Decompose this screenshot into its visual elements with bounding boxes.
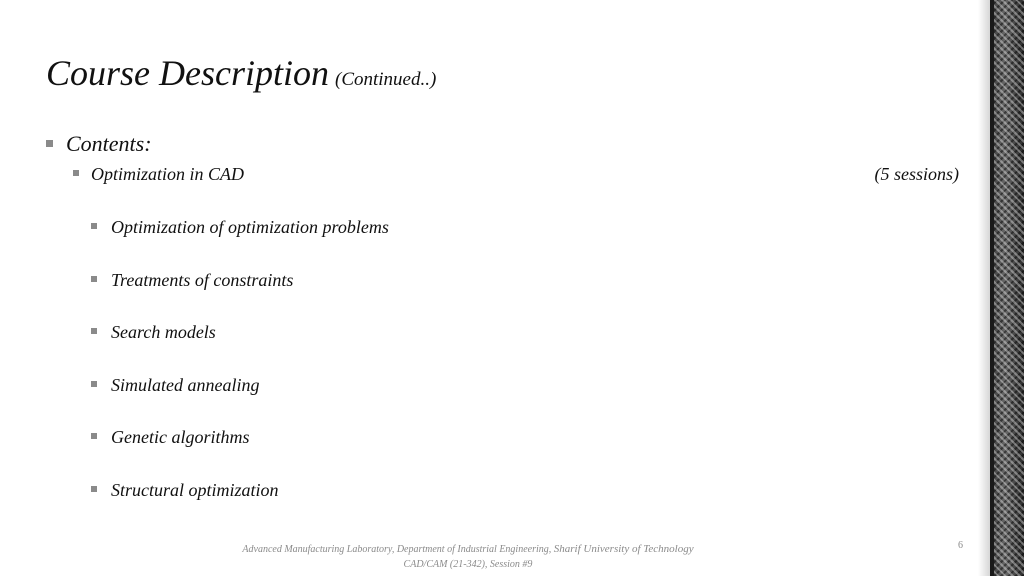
topic-label: Optimization in CAD <box>91 164 245 184</box>
list-item-label: Search models <box>111 322 216 342</box>
topic-sessions: (5 sessions) <box>874 164 959 184</box>
list-item-label: Genetic algorithms <box>111 427 250 447</box>
slide-edge-shadow <box>978 0 990 576</box>
slide-footer <box>200 542 736 572</box>
footer-line-1 <box>200 542 736 557</box>
slide-title <box>46 52 436 94</box>
list-item-label: Structural optimization <box>111 480 279 500</box>
bullet-square-icon <box>91 381 97 387</box>
footer-lab: Advanced Manufacturing Laboratory, Department of Industrial Engineering, <box>242 544 554 555</box>
contents-label: Contents: <box>66 131 152 156</box>
bullet-square-icon <box>91 223 97 229</box>
title-main: Course Description <box>46 53 329 93</box>
bullet-square-icon <box>73 170 79 176</box>
bullet-square-icon <box>91 486 97 492</box>
bullet-square-icon <box>91 328 97 334</box>
page-number: 6 <box>958 540 963 551</box>
footer-university: Sharif University of Technology <box>553 543 694 555</box>
list-item-label: Treatments of constraints <box>111 270 294 290</box>
bullet-square-icon <box>91 276 97 282</box>
decorative-edge-band <box>990 0 1024 576</box>
list-item-label: Simulated annealing <box>111 375 260 395</box>
bullet-square-icon <box>91 433 97 439</box>
footer-course: CAD/CAM (21-342), Session #9 <box>403 559 533 570</box>
bullet-square-icon <box>46 140 53 147</box>
list-item-label: Optimization of optimization problems <box>111 217 389 237</box>
title-subtitle: (Continued..) <box>335 69 437 90</box>
